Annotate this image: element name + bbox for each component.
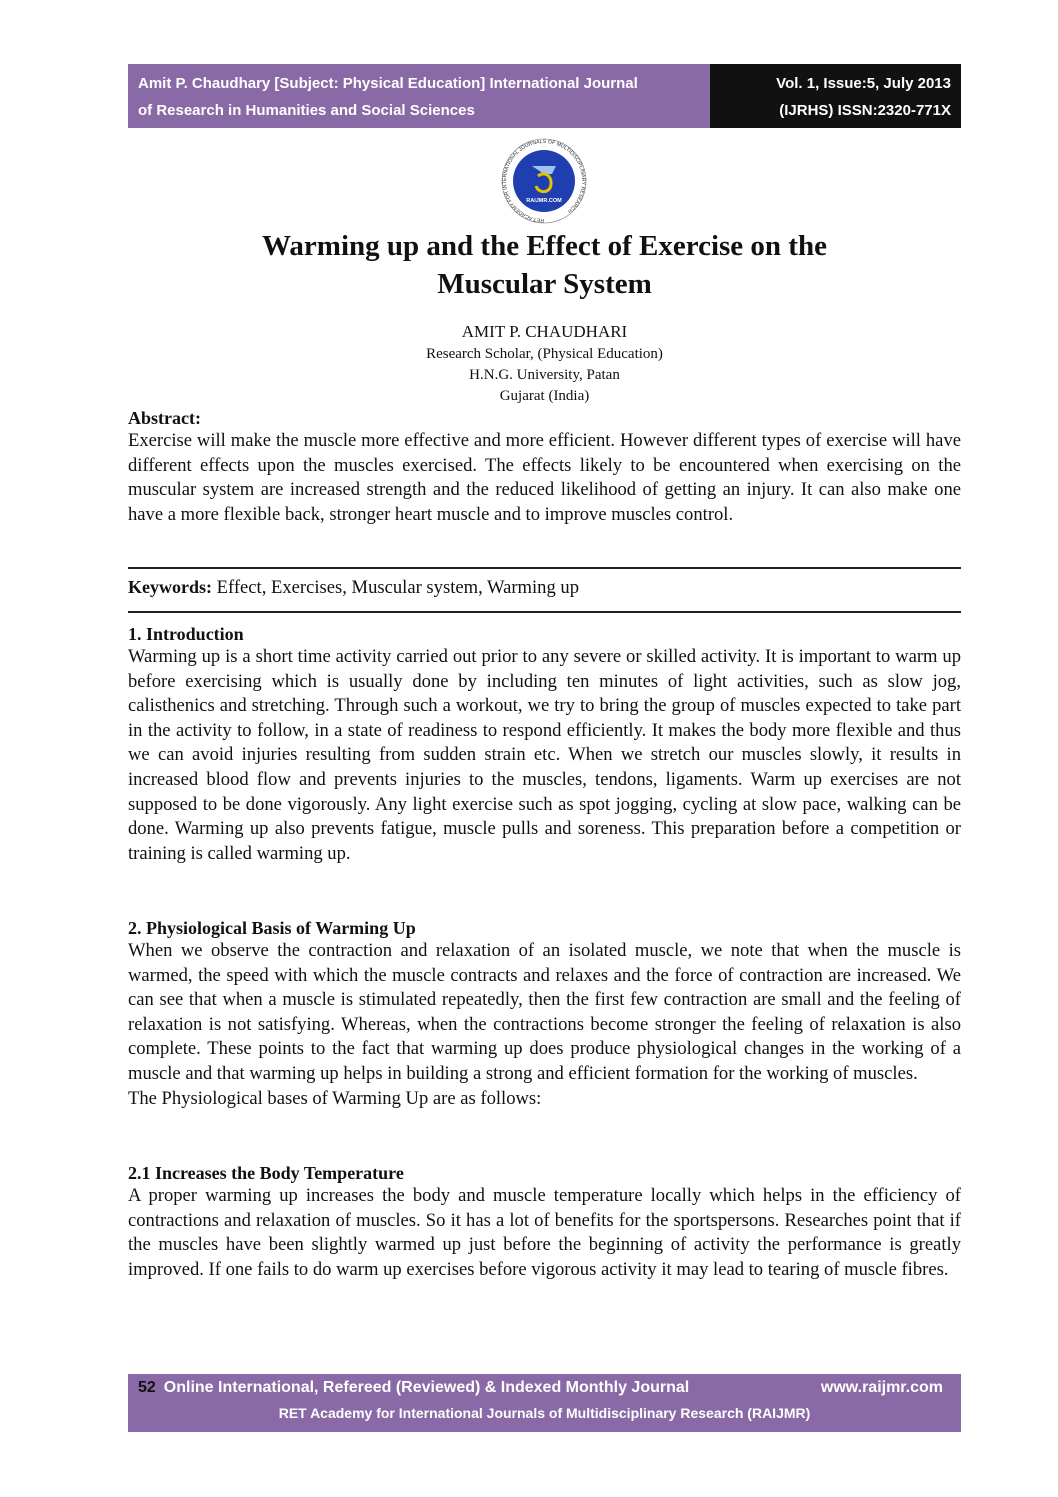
keywords-label: Keywords: <box>128 577 212 597</box>
header-left-line2: of Research in Humanities and Social Sciences <box>138 102 475 119</box>
physiological-basis-text: When we observe the contraction and relaxation of an isolated muscle, we note that when the muscle is warmed, the speed with which the muscle contracts and relaxes and the force of contraction are increased. We can see that when a muscle is stimulated repeatedly, then the first few contraction are small and the feeling of relaxation is not satisfying. Whereas, when the contractions become stronger the feeling of relaxation is also complete. These points to the fact that warming up does produce physiological changes in the working of a muscle and that warming up helps in building a strong and efficient formation for the working of muscles. <box>128 940 961 1084</box>
footer-row1 <box>138 1379 943 1397</box>
keywords-text: Effect, Exercises, Muscular system, Warming up <box>212 577 580 598</box>
abstract-text: Exercise will make the muscle more effective and more efficient. However different types of exercise will have different effects upon the muscles exercised. The effects likely to be encountered when exercising on the muscular system are increased strength and the reduced likelihood of getting an injury. It can also make one have a more flexible back, stronger heart muscle and to improve muscles control. <box>128 430 961 525</box>
divider-bottom <box>128 611 961 613</box>
keywords-section <box>128 577 961 599</box>
header-right-line2: (IJRHS) ISSN:2320-771X <box>779 102 951 119</box>
footer-website: www.raijmr.com <box>820 1379 943 1396</box>
logo-center-text: RAIJMR.COM <box>526 198 562 204</box>
header-journal-info <box>128 64 710 128</box>
title-line1: Warming up and the Effect of Exercise on the <box>262 230 827 262</box>
divider-top <box>128 567 961 569</box>
title-line2: Muscular System <box>437 268 652 300</box>
header-left-line1: Amit P. Chaudhary [Subject: Physical Education] International Journal <box>138 75 638 92</box>
author-university: H.N.G. University, Patan <box>469 367 620 383</box>
introduction-heading: 1. Introduction <box>128 624 244 644</box>
logo-ring-text: RET ACADEMY FOR INTERNATIONAL JOURNALS OF MULTIDISCIPLINARY RESEARCH <box>502 138 587 224</box>
author-location: Gujarat (India) <box>499 388 590 404</box>
abstract-section <box>128 408 961 527</box>
journal-footer <box>128 1374 961 1432</box>
author-name: AMIT P. CHAUDHARI <box>461 322 628 341</box>
body-temperature-section <box>128 1163 961 1282</box>
introduction-section <box>128 624 961 866</box>
physiological-basis-heading: 2. Physiological Basis of Warming Up <box>128 918 416 938</box>
body-temperature-text: A proper warming up increases the body and muscle temperature locally which helps in the efficiency of contractions and relaxation of muscles. So it has a lot of benefits for the sportspersons. Researches point that if the muscles have been slightly warmed up just before the beginning of activity the performance is greatly improved. If one fails to do warm up exercises before vigorous activity it may lead to tearing of muscle fibres. <box>128 1185 961 1280</box>
paper-title <box>128 227 961 303</box>
header-issue-info <box>710 64 961 128</box>
author-block <box>128 320 961 407</box>
introduction-text: Warming up is a short time activity carried out prior to any severe or skilled activity. It is important to warm up before exercising which is usually done by including ten minutes of light activities, such as slow jog, calisthenics and stretching. Through such a workout, we try to bring the group of muscles expected to take part in the activity to follow, in a state of readiness to respond efficiently. It makes the body more flexible and thus we can avoid injuries resulting from sudden strain etc. When we stretch our muscles slowly, it results in increased blood flow and prevents injuries to the muscles, tendons, ligaments. Warm up exercises are not supposed to be done vigorously. Any light exercise such as spot jogging, cycling at slow pace, walking can be done. Warming up also prevents fatigue, muscle pulls and soreness. This preparation before a competition or training is called warming up. <box>128 646 961 864</box>
header-right-line1: Vol. 1, Issue:5, July 2013 <box>776 75 951 92</box>
footer-journal-line: Online International, Refereed (Reviewed) & Indexed Monthly Journal <box>163 1379 690 1396</box>
body-temperature-heading: 2.1 Increases the Body Temperature <box>128 1163 404 1183</box>
journal-header <box>128 64 961 128</box>
page-number: 52 <box>138 1379 156 1396</box>
footer-publisher: RET Academy for International Journals of Multidisciplinary Research (RAIJMR) <box>278 1405 811 1421</box>
raijmr-logo <box>494 136 594 226</box>
abstract-heading: Abstract: <box>128 408 201 428</box>
author-role: Research Scholar, (Physical Education) <box>426 346 663 362</box>
physiological-bases-intro: The Physiological bases of Warming Up are as follows: <box>128 1087 542 1109</box>
physiological-basis-section <box>128 918 961 1111</box>
